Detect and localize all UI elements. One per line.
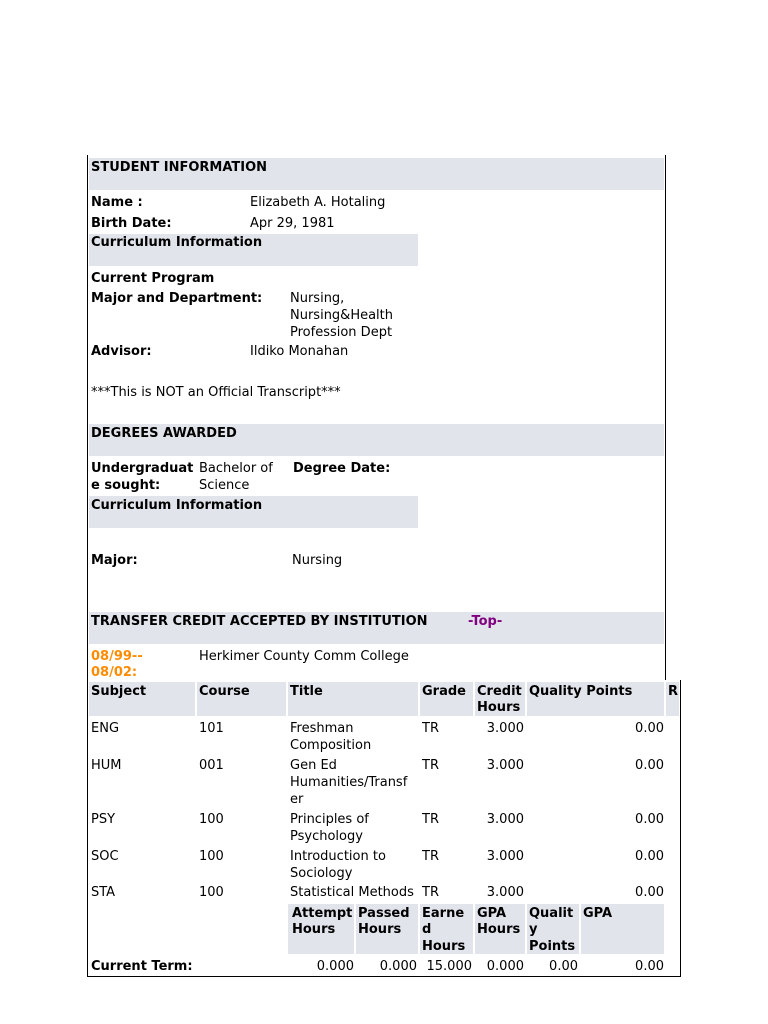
row-course: 100: [199, 885, 224, 900]
col-header-credit-1: Credit: [477, 684, 522, 699]
degree-major-value: Nursing: [292, 553, 343, 568]
row-subject: STA: [91, 885, 116, 900]
totals-attempt-1: Attempt: [292, 906, 353, 921]
row-grade: TR: [422, 885, 439, 900]
left-border: [87, 155, 88, 977]
col-header-quality-points: Quality Points: [529, 684, 633, 699]
row-quality-points: 0.00: [635, 812, 664, 827]
col-header-credit-2: Hours: [477, 700, 521, 715]
birth-date-label: Birth Date:: [91, 216, 172, 231]
totals-gpa: GPA: [583, 906, 613, 921]
current-term-attempt: 0.000: [316, 959, 354, 974]
degree-sought-label-2: e sought:: [91, 478, 161, 493]
right-border-lower: [680, 680, 681, 977]
totals-passed-2: Hours: [358, 922, 402, 937]
advisor-value: Ildiko Monahan: [250, 344, 349, 359]
top-link[interactable]: -Top-: [468, 614, 503, 629]
row-title-line: Humanities/Transf: [290, 775, 408, 790]
row-title-line: Freshman: [290, 721, 354, 736]
major-dept-line-2: Nursing&Health: [290, 308, 394, 323]
current-program-label: Current Program: [91, 271, 215, 286]
row-title-line: Principles of: [290, 812, 369, 827]
current-term-gpa-hours: 0.000: [486, 959, 524, 974]
row-grade: TR: [422, 721, 439, 736]
row-grade: TR: [422, 758, 439, 773]
transfer-term-2: 08/02:: [91, 665, 138, 680]
right-border-upper: [665, 155, 666, 680]
curriculum-header-2: Curriculum Information: [91, 498, 263, 513]
student-info-header: STUDENT INFORMATION: [91, 160, 268, 175]
unofficial-notice: ***This is NOT an Official Transcript***: [91, 385, 341, 400]
row-title-line: er: [290, 792, 304, 807]
row-title-line: Psychology: [290, 829, 363, 844]
row-subject: PSY: [91, 812, 116, 827]
col-header-r: R: [668, 684, 679, 699]
col-header-subject: Subject: [91, 684, 147, 699]
row-quality-points: 0.00: [635, 758, 664, 773]
degrees-header: DEGREES AWARDED: [91, 426, 237, 441]
degree-sought-value-2: Science: [199, 478, 250, 493]
row-credit: 3.000: [486, 758, 524, 773]
row-grade: TR: [422, 849, 439, 864]
row-quality-points: 0.00: [635, 885, 664, 900]
name-value: Elizabeth A. Hotaling: [250, 195, 386, 210]
row-course: 001: [199, 758, 224, 773]
transfer-term-1: 08/99--: [91, 649, 143, 664]
totals-quality-1: Qualit: [529, 906, 574, 921]
totals-earned-2: d: [422, 922, 432, 937]
degree-sought-label-1: Undergraduat: [91, 461, 194, 476]
row-course: 101: [199, 721, 224, 736]
row-subject: SOC: [91, 849, 119, 864]
row-credit: 3.000: [486, 849, 524, 864]
birth-date-value: Apr 29, 1981: [250, 216, 335, 231]
row-quality-points: 0.00: [635, 721, 664, 736]
transfer-header: TRANSFER CREDIT ACCEPTED BY INSTITUTION: [91, 614, 428, 629]
row-subject: HUM: [91, 758, 122, 773]
row-title-line: Statistical Methods: [290, 885, 414, 900]
current-term-quality-points: 0.00: [549, 959, 578, 974]
bottom-border: [87, 976, 681, 977]
curriculum-header-1: Curriculum Information: [91, 235, 263, 250]
degree-sought-value-1: Bachelor of: [199, 461, 273, 476]
totals-earned-3: Hours: [422, 939, 466, 954]
transfer-institution: Herkimer County Comm College: [199, 649, 409, 664]
row-title-line: Sociology: [290, 866, 353, 881]
row-quality-points: 0.00: [635, 849, 664, 864]
row-credit: 3.000: [486, 721, 524, 736]
totals-passed-1: Passed: [358, 906, 410, 921]
current-term-earned: 15.000: [426, 959, 472, 974]
major-dept-label: Major and Department:: [91, 291, 263, 306]
row-credit: 3.000: [486, 812, 524, 827]
major-dept-line-3: Profession Dept: [290, 325, 393, 340]
totals-quality-2: y: [529, 922, 538, 937]
current-term-label: Current Term:: [91, 959, 193, 974]
row-title-line: Introduction to: [290, 849, 386, 864]
row-credit: 3.000: [486, 885, 524, 900]
row-course: 100: [199, 849, 224, 864]
row-title-line: Composition: [290, 738, 372, 753]
current-term-gpa: 0.00: [635, 959, 664, 974]
current-term-passed: 0.000: [379, 959, 417, 974]
major-dept-line-1: Nursing,: [290, 291, 345, 306]
row-grade: TR: [422, 812, 439, 827]
row-subject: ENG: [91, 721, 120, 736]
col-header-course: Course: [199, 684, 250, 699]
totals-gpa-hours-1: GPA: [477, 906, 507, 921]
degree-date-label: Degree Date:: [293, 461, 391, 476]
advisor-label: Advisor:: [91, 344, 152, 359]
totals-quality-3: Points: [529, 939, 576, 954]
degree-major-label: Major:: [91, 553, 138, 568]
totals-attempt-2: Hours: [292, 922, 336, 937]
col-header-title: Title: [290, 684, 323, 699]
row-course: 100: [199, 812, 224, 827]
totals-earned-1: Earne: [422, 906, 465, 921]
name-label: Name :: [91, 195, 143, 210]
row-title-line: Gen Ed: [290, 758, 337, 773]
totals-gpa-hours-2: Hours: [477, 922, 521, 937]
col-header-grade: Grade: [422, 684, 466, 699]
